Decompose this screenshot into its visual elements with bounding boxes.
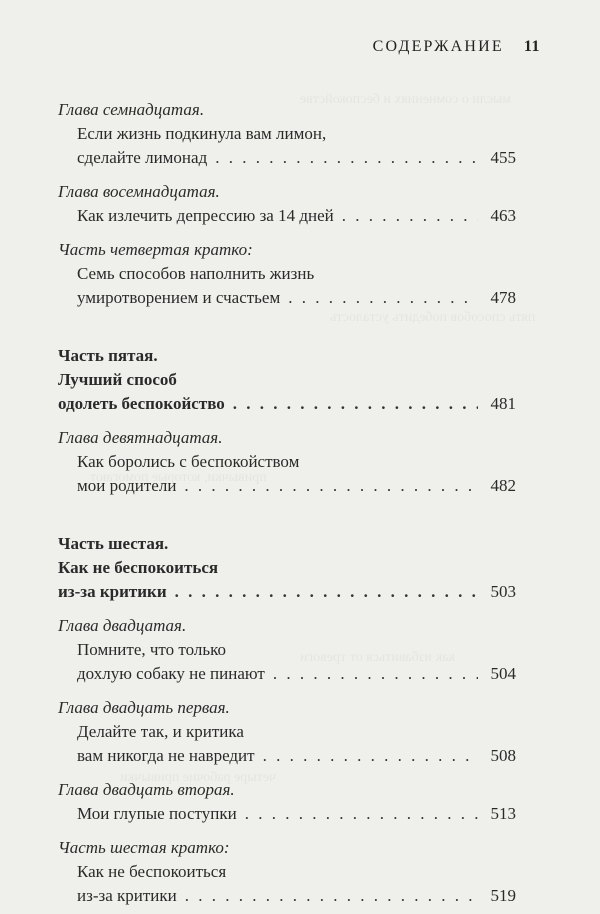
toc-entry: [58, 778, 516, 826]
entry-title-line: [58, 146, 516, 170]
entry-title-line: [58, 368, 516, 392]
entry-title-text: Как не беспокоиться: [58, 558, 219, 577]
entry-title-line: [58, 122, 516, 146]
toc-entry: [58, 696, 516, 768]
toc-entry: [58, 614, 516, 686]
dot-leader: [288, 286, 478, 310]
entry-title-text: Как не беспокоиться: [77, 862, 227, 881]
page-number: 503: [490, 582, 516, 601]
page-number: 478: [490, 288, 516, 307]
entry-title-line: [58, 580, 516, 604]
page-number: 508: [490, 746, 516, 765]
entry-title-text: Семь способов наполнить жизнь: [77, 264, 315, 283]
dot-leader: [175, 580, 478, 604]
toc-part: [58, 344, 516, 416]
entry-title-text: Лучший способ: [58, 370, 177, 389]
page-number: 513: [490, 804, 516, 823]
chapter-label: Часть четвертая кратко:: [58, 240, 253, 259]
page-number: 455: [490, 148, 516, 167]
entry-title-text: сделайте лимонад: [77, 148, 208, 167]
entry-title-text: из-за критики: [77, 886, 177, 905]
toc-part: [58, 532, 516, 604]
entry-title-line: [58, 662, 516, 686]
entry-title-line: [58, 556, 516, 580]
chapter-label: Глава двадцать вторая.: [58, 780, 235, 799]
entry-title-text: мои родители: [77, 476, 177, 495]
toc-entry: [58, 426, 516, 498]
chapter-label: Глава девятнадцатая.: [58, 428, 223, 447]
page-number: 463: [490, 206, 516, 225]
part-title: Часть шестая.: [58, 534, 169, 553]
entry-title-line: [58, 204, 516, 228]
toc-entry: [58, 180, 516, 228]
entry-title-line: [58, 720, 516, 744]
dot-leader: [185, 884, 478, 908]
entry-title-text: Делайте так, и критика: [77, 722, 244, 741]
entry-title-text: Мои глупые поступки: [77, 804, 237, 823]
header-page-number: 11: [523, 38, 540, 55]
entry-title-text: из-за критики: [58, 582, 167, 601]
dot-leader: [215, 146, 478, 170]
page-number: 481: [490, 394, 516, 413]
entry-title-line: [58, 802, 516, 826]
running-header: [373, 38, 540, 56]
dot-leader: [273, 662, 478, 686]
dot-leader: [342, 204, 478, 228]
entry-title-line: [58, 262, 516, 286]
entry-title-line: [58, 450, 516, 474]
entry-title-line: [58, 392, 516, 416]
part-title: Часть пятая.: [58, 346, 158, 365]
toc-entry: [58, 98, 516, 170]
entry-title-text: одолеть беспокойство: [58, 394, 225, 413]
entry-title-text: вам никогда не навредит: [77, 746, 255, 765]
entry-title-line: [58, 286, 516, 310]
chapter-label: Часть шестая кратко:: [58, 838, 230, 857]
entry-title-line: [58, 474, 516, 498]
dot-leader: [263, 744, 478, 768]
entry-title-text: Как боролись с беспокойством: [77, 452, 300, 471]
entry-title-line: [58, 744, 516, 768]
entry-title-text: Если жизнь подкинула вам лимон,: [77, 124, 327, 143]
page-number: 504: [490, 664, 516, 683]
entry-title-text: Помните, что только: [77, 640, 226, 659]
toc-entry: [58, 836, 516, 908]
dot-leader: [245, 802, 478, 826]
table-of-contents: [58, 98, 516, 908]
page-number: 519: [490, 886, 516, 905]
entry-title-line: [58, 860, 516, 884]
chapter-label: Глава восемнадцатая.: [58, 182, 220, 201]
chapter-label: Глава семнадцатая.: [58, 100, 205, 119]
entry-title-text: дохлую собаку не пинают: [77, 664, 265, 683]
dot-leader: [184, 474, 478, 498]
entry-title-line: [58, 638, 516, 662]
chapter-label: Глава двадцать первая.: [58, 698, 230, 717]
toc-entry: [58, 238, 516, 310]
dot-leader: [233, 392, 478, 416]
entry-title-line: [58, 884, 516, 908]
entry-title-text: умиротворением и счастьем: [77, 288, 281, 307]
chapter-label: Глава двадцатая.: [58, 616, 187, 635]
header-title: СОДЕРЖАНИЕ: [372, 38, 504, 55]
entry-title-text: Как излечить депрессию за 14 дней: [77, 206, 334, 225]
page-number: 482: [490, 476, 516, 495]
